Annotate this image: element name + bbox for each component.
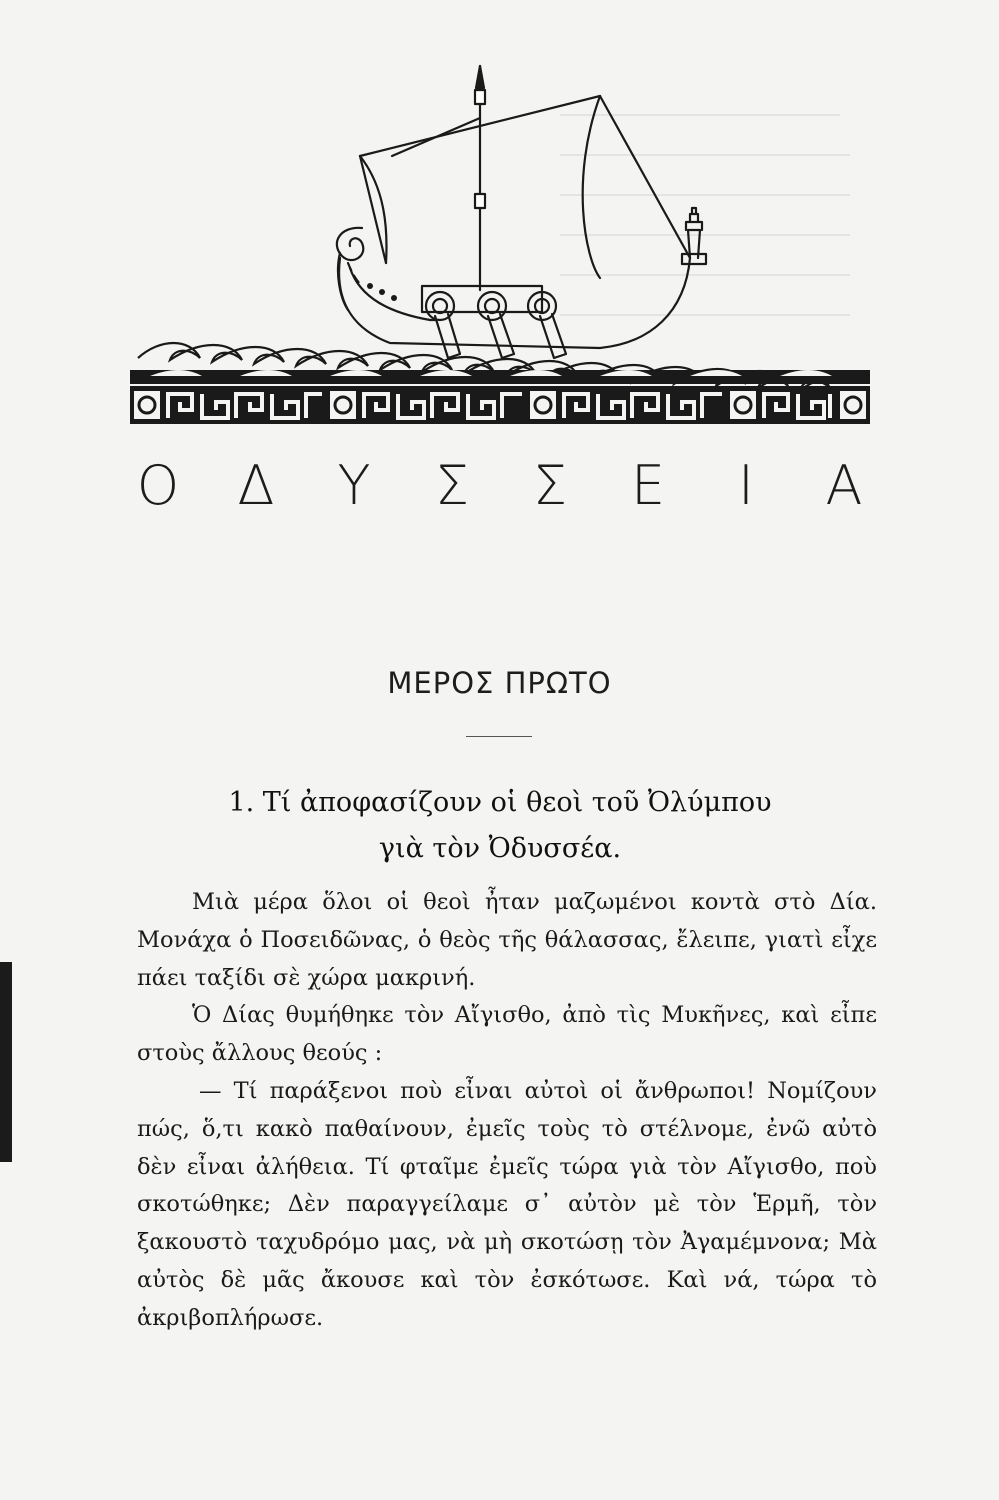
meander-border [130, 386, 870, 424]
title-letter: Σ [532, 454, 568, 517]
ship-stern-spiral [337, 228, 363, 260]
title-letter: Υ [337, 454, 371, 517]
title-letter: Δ [237, 454, 275, 517]
chapter-heading-line: 1. Τί ἀποφασίζουν οἱ θεοὶ τοῦ Ὀλύμπου [228, 787, 772, 818]
page-edge-tab [0, 962, 12, 1162]
section-divider [466, 736, 532, 737]
chapter-heading [150, 780, 850, 872]
title-letter: Α [825, 454, 863, 517]
paragraph: — Τί παράξενοι ποὺ εἶναι αὐτοὶ οἱ ἄνθρωποι! Νομίζουν πώς, ὅ,τι κακὸ παθαίνουν, ἐμεῖς τοὺς τὸ στέλνομε, ἐνῶ αὐτὸ δὲν εἶναι ἀλήθεια. Τί φταῖμε ἐμεῖς τώρα γιὰ τὸν Αἴγισθο, ποὺ σκοτώθηκε; Δὲν παραγγείλαμε σ᾽ αὐτὸν μὲ τὸν Ἑρμῆ, τὸν ξακουστὸ ταχυδρόμο μας, νὰ μὴ σκοτώσῃ τὸν Ἀγαμέμνονα; Μὰ αὐτὸς δὲ μᾶς ἄκουσε καὶ τὸν ἐσκότωσε. Καὶ νά, τώρα τὸ ἀκριβοπλήρωσε. [137, 1077, 877, 1331]
part-heading: ΜΕΡΟΣ ΠΡΩΤΟ [387, 666, 612, 700]
ship-illustration [130, 58, 870, 428]
title-letter: Ε [630, 454, 666, 517]
book-title [128, 446, 874, 526]
ship-sail [583, 96, 600, 278]
title-letter: Σ [434, 454, 470, 517]
paragraph: Μιὰ μέρα ὅλοι οἱ θεοὶ ἦταν μαζωμένοι κοντὰ στὸ Δία. Μονάχα ὁ Ποσειδῶνας, ὁ θεὸς τῆς θάλασσας, ἔλειπε, γιατὶ εἶχε πάει ταξίδι σὲ χώρα μακρινή. [137, 889, 877, 991]
body-text [137, 884, 877, 1338]
paragraph: Ὁ Δίας θυμήθηκε τὸν Αἴγισθο, ἀπὸ τὶς Μυκῆνες, καὶ εἶπε στοὺς ἄλλους θεούς : [137, 1002, 877, 1067]
title-letter: Ο [136, 454, 180, 517]
title-letter: Ι [738, 454, 754, 517]
ship-hull [339, 258, 690, 348]
chapter-heading-line: γιὰ τὸν Ὀδυσσέα. [378, 833, 622, 864]
